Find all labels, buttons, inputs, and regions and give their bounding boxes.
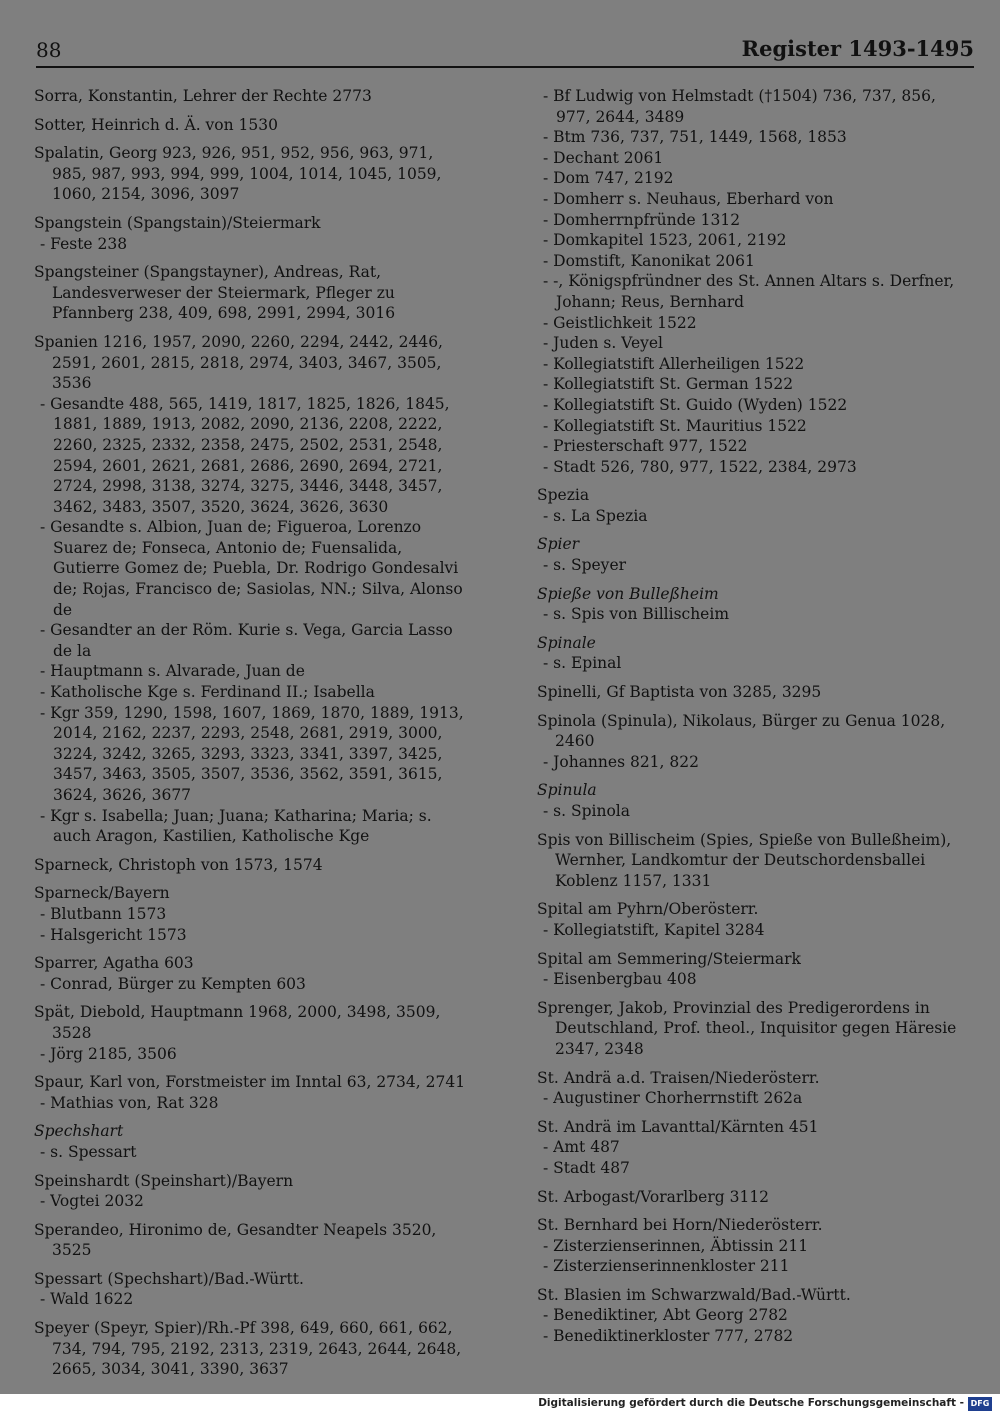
entry-subheading: - s. La Spezia (543, 506, 648, 525)
entry-heading: St. Arbogast/Vorarlberg 3112 (537, 1187, 770, 1206)
entry-subheading: - Zisterzienserinnenkloster 211 (543, 1257, 790, 1276)
index-entry (34, 883, 470, 945)
entry-subheading: - Domherr s. Neuhaus, Eberhard von (543, 189, 834, 208)
entry-subheading: - Gesandter an der Röm. Kurie s. Vega, Garcia Lasso de la (40, 621, 453, 660)
entry-heading: Sparneck, Christoph von 1573, 1574 (34, 855, 323, 874)
entry-subheading: - Benediktiner, Abt Georg 2782 (543, 1306, 788, 1325)
entry-heading: Spinelli, Gf Baptista von 3285, 3295 (537, 683, 822, 702)
entry-subheading: - Kgr 359, 1290, 1598, 1607, 1869, 1870, 1889, 1913, 2014, 2162, 2237, 2293, 2548, 2681, 2919, 3000, 3224, 3242, 3265, 3293, 3323, 3341, 3397, 3425, 3457, 3463, 3505, 3507, 3536, 3562, 3591, 3615, 3624, 3626, 3677 (40, 703, 464, 804)
entry-subheading: - Hauptmann s. Alvarade, Juan de (40, 662, 305, 681)
entry-subheading: - -, Königspfründner des St. Annen Altars s. Derfner, Johann; Reus, Bernhard (543, 272, 955, 311)
index-entry (34, 1220, 470, 1261)
entry-subheading: - Gesandte s. Albion, Juan de; Figueroa, Lorenzo Suarez de; Fonseca, Antonio de; Fuensalida, Gutierre Gomez de; Puebla, Dr. Rodrigo Gondesalvi de; Rojas, Francisco de; Sasiolas, NN.; Silva, Alonso de (40, 518, 463, 619)
entry-subheading: - Kollegiatstift St. Guido (Wyden) 1522 (543, 395, 848, 414)
index-column-right (537, 86, 975, 1355)
entry-subheading: - Benediktinerkloster 777, 2782 (543, 1327, 794, 1346)
entry-heading: Spis von Billischeim (Spies, Spieße von Bulleßheim), Wernher, Landkomtur der Deutschordensballei Koblenz 1157, 1331 (537, 830, 952, 890)
page-number: 88 (36, 38, 62, 62)
entry-subheading: - Kgr s. Isabella; Juan; Juana; Katharina; Maria; s. auch Aragon, Kastilien, Katholische Kge (40, 806, 432, 846)
index-entry (537, 1215, 975, 1277)
index-column-left (34, 86, 470, 1388)
index-entry (537, 1187, 975, 1208)
dfg-logo: DFG (968, 1397, 992, 1411)
entry-subheading: - Amt 487 (543, 1138, 620, 1157)
entry-heading: Spessart (Spechshart)/Bad.-Württ. (34, 1269, 304, 1288)
index-entry (34, 1002, 470, 1064)
entry-heading: Sotter, Heinrich d. Ä. von 1530 (34, 115, 278, 134)
entry-subheading: - s. Speyer (543, 556, 627, 575)
index-entry (34, 1269, 470, 1310)
entry-subheading: - Conrad, Bürger zu Kempten 603 (40, 974, 306, 993)
index-entry (34, 143, 470, 205)
index-entry (537, 534, 975, 575)
entry-subheading: - s. Epinal (543, 654, 622, 673)
entry-subheading: - Priesterschaft 977, 1522 (543, 437, 748, 456)
entry-subheading: - s. Spinola (543, 802, 630, 820)
entry-heading: St. Andrä im Lavanttal/Kärnten 451 (537, 1117, 819, 1136)
entry-subheading: - Halsgericht 1573 (40, 925, 187, 944)
index-entry (537, 899, 975, 940)
index-entry (537, 633, 975, 674)
entry-heading: Spanien 1216, 1957, 2090, 2260, 2294, 2442, 2446, 2591, 2601, 2815, 2818, 2974, 3403, 3467, 3505, 3536 (34, 332, 443, 393)
entry-subheading: - Eisenbergbau 408 (543, 970, 697, 989)
entry-subheading: - Kollegiatstift Allerheiligen 1522 (543, 354, 805, 373)
entry-subheading: - Geistlichkeit 1522 (543, 313, 697, 332)
entry-heading: Spinola (Spinula), Nikolaus, Bürger zu Genua 1028, 2460 (537, 711, 946, 751)
entry-heading: Spinula (537, 781, 597, 800)
entry-subheading: - Bf Ludwig von Helmstadt (†1504) 736, 737, 856, 977, 2644, 3489 (543, 87, 936, 126)
entry-subheading: - Wald 1622 (40, 1290, 134, 1309)
entry-heading: Spangstein (Spangstain)/Steiermark (34, 213, 321, 232)
entry-heading: Spieße von Bulleßheim (537, 584, 719, 603)
index-entry (537, 1117, 975, 1179)
entry-heading: Speyer (Speyr, Spier)/Rh.-Pf 398, 649, 660, 661, 662, 734, 794, 795, 2192, 2313, 2319, 2643, 2644, 2648, 2665, 3034, 3041, 3390, 3637 (34, 1319, 462, 1379)
index-entry (34, 115, 470, 136)
entry-subheading: - Katholische Kge s. Ferdinand II.; Isabella (40, 683, 375, 702)
index-entry (537, 485, 975, 526)
index-entry (537, 998, 975, 1060)
entry-subheading: - Feste 238 (40, 234, 128, 253)
index-entry (537, 584, 975, 625)
entry-heading: Spital am Pyhrn/Oberösterr. (537, 900, 759, 919)
index-entry (34, 1121, 470, 1162)
entry-heading: Spangsteiner (Spangstayner), Andreas, Rat, Landesverweser der Steiermark, Pfleger zu Pfannberg 238, 409, 698, 2991, 2994, 3016 (34, 263, 396, 323)
entry-heading: Spier (537, 535, 580, 554)
entry-subheading: - Domkapitel 1523, 2061, 2192 (543, 231, 787, 250)
entry-heading: St. Andrä a.d. Traisen/Niederösterr. (537, 1068, 820, 1087)
entry-subheading: - Vogtei 2032 (40, 1192, 144, 1211)
index-entry (34, 262, 470, 324)
entry-subheading: - Zisterzienserinnen, Äbtissin 211 (543, 1236, 809, 1255)
index-entry (34, 855, 470, 876)
index-entry (537, 86, 975, 477)
index-entry (34, 953, 470, 994)
entry-heading: Spalatin, Georg 923, 926, 951, 952, 956, 963, 971, 985, 987, 993, 994, 999, 1004, 1014, 1045, 1059, 1060, 2154, 3096, 3097 (34, 144, 442, 204)
index-entry (537, 780, 975, 821)
entry-subheading: - Dom 747, 2192 (543, 169, 674, 188)
index-entry (34, 1171, 470, 1212)
entry-heading: Spaur, Karl von, Forstmeister im Inntal 63, 2734, 2741 (34, 1073, 466, 1092)
entry-heading: Speinshardt (Speinshart)/Bayern (34, 1171, 294, 1190)
entry-heading: Spinale (537, 633, 596, 652)
index-entry (537, 949, 975, 990)
funding-notice: Digitalisierung gefördert durch die Deutsche Forschungsgemeinschaft - (538, 1397, 964, 1409)
footer-bar (0, 1394, 1000, 1415)
entry-subheading: - Domstift, Kanonikat 2061 (543, 251, 755, 270)
entry-subheading: - Mathias von, Rat 328 (40, 1093, 219, 1112)
entry-heading: Sparrer, Agatha 603 (34, 954, 194, 973)
index-entry (34, 1072, 470, 1113)
index-entry (34, 213, 470, 254)
entry-heading: St. Bernhard bei Horn/Niederösterr. (537, 1216, 823, 1235)
entry-heading: Spechshart (34, 1122, 124, 1141)
entry-subheading: - Kollegiatstift St. German 1522 (543, 375, 794, 394)
entry-subheading: - Stadt 526, 780, 977, 1522, 2384, 2973 (543, 457, 857, 476)
index-entry (34, 332, 470, 847)
entry-heading: Sparneck/Bayern (34, 884, 170, 903)
index-entry (34, 86, 470, 107)
entry-subheading: - s. Spis von Billischeim (543, 605, 730, 624)
entry-heading: Sprenger, Jakob, Provinzial des Predigerordens in Deutschland, Prof. theol., Inquisitor gegen Häresie 2347, 2348 (537, 998, 957, 1058)
page-header (36, 36, 974, 68)
index-entry (34, 1318, 470, 1380)
entry-subheading: - Btm 736, 737, 751, 1449, 1568, 1853 (543, 128, 847, 147)
index-entry (537, 1068, 975, 1109)
index-entry (537, 830, 975, 892)
entry-heading: Sorra, Konstantin, Lehrer der Rechte 2773 (34, 87, 372, 105)
entry-heading: Spezia (537, 486, 590, 505)
entry-subheading: - Dechant 2061 (543, 148, 664, 167)
entry-heading: Spital am Semmering/Steiermark (537, 949, 801, 968)
index-entry (537, 711, 975, 773)
entry-heading: St. Blasien im Schwarzwald/Bad.-Württ. (537, 1285, 851, 1304)
index-entry (537, 682, 975, 703)
entry-subheading: - Jörg 2185, 3506 (40, 1044, 177, 1063)
entry-subheading: - s. Spessart (40, 1142, 137, 1161)
entry-subheading: - Kollegiatstift St. Mauritius 1522 (543, 416, 807, 435)
entry-subheading: - Stadt 487 (543, 1158, 630, 1177)
entry-subheading: - Augustiner Chorherrnstift 262a (543, 1089, 803, 1108)
entry-subheading: - Blutbann 1573 (40, 904, 167, 923)
entry-subheading: - Gesandte 488, 565, 1419, 1817, 1825, 1826, 1845, 1881, 1889, 1913, 2082, 2090, 2136, 2208, 2222, 2260, 2325, 2332, 2358, 2475, 2502, 2531, 2548, 2594, 2601, 2621, 2681, 2686, 2690, 2694, 2721, 2724, 2998, 3138, 3274, 3275, 3446, 3448, 3457, 3462, 3483, 3507, 3520, 3624, 3626, 3630 (40, 394, 450, 516)
entry-subheading: - Juden s. Veyel (543, 334, 664, 353)
entry-heading: Spät, Diebold, Hauptmann 1968, 2000, 3498, 3509, 3528 (34, 1003, 441, 1042)
entry-subheading: - Domherrnpfründe 1312 (543, 210, 741, 229)
running-title: Register 1493-1495 (741, 36, 974, 61)
entry-subheading: - Kollegiatstift, Kapitel 3284 (543, 920, 765, 939)
entry-subheading: - Johannes 821, 822 (543, 752, 699, 771)
index-entry (537, 1285, 975, 1347)
entry-heading: Sperandeo, Hironimo de, Gesandter Neapels 3520, 3525 (34, 1220, 437, 1260)
